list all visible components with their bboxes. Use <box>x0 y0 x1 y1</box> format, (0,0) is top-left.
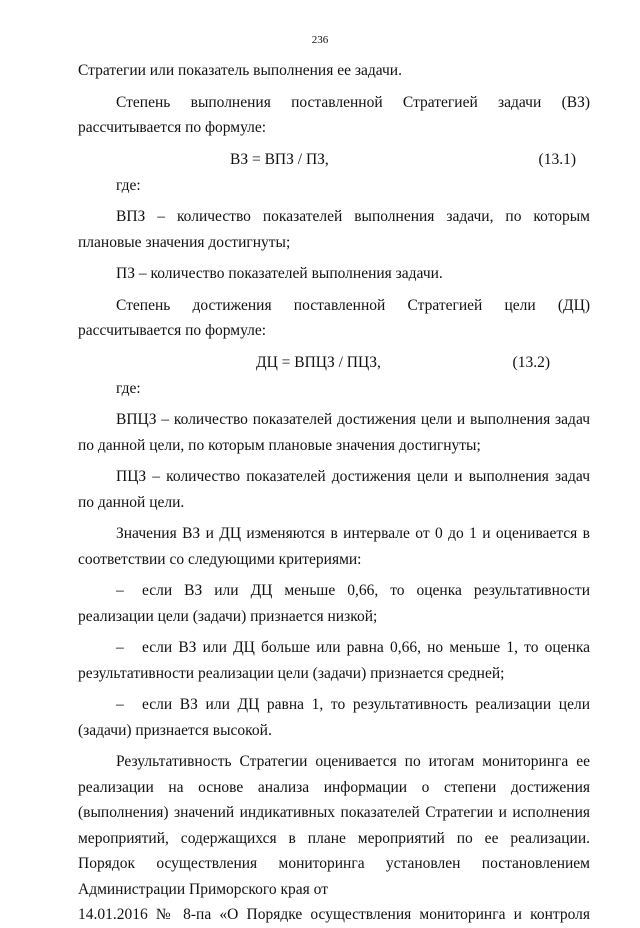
list-dash: – <box>116 639 124 656</box>
definition-vpz: ВПЗ – количество показателей выполнения задачи, по которым плановые значения достигнуты; <box>78 208 590 251</box>
paragraph-vz-intro: Степень выполнения поставленной Стратегией задачи (ВЗ) рассчитывается по формуле: <box>78 93 590 136</box>
formula-13-1 <box>78 147 590 173</box>
list-item-text: если ВЗ или ДЦ меньше 0,66, то оценка результативности реализации цели (задачи) признается низкой; <box>78 582 590 625</box>
paragraph-continuation: Стратегии или показатель выполнения ее задачи. <box>78 62 402 79</box>
paragraph-dc-intro: Степень достижения поставленной Стратегией цели (ДЦ) рассчитывается по формуле: <box>78 296 590 339</box>
formula-number: (13.2) <box>512 353 550 371</box>
formula-expression: ВЗ = ВПЗ / ПЗ, <box>230 150 329 168</box>
page-number: 236 <box>311 34 329 46</box>
list-item <box>78 692 590 743</box>
definition-pcz: ПЦЗ – количество показателей достижения цели и выполнения задач по данной цели. <box>78 468 590 511</box>
definition-pz: ПЗ – количество показателей выполнения задачи. <box>116 265 443 282</box>
paragraph-monitoring-last-line: 14.01.2016 № 8-па «О Порядке осуществления мониторинга и контроля <box>78 906 590 923</box>
list-item-text: если ВЗ или ДЦ равна 1, то результативность реализации цели (задачи) признается высокой. <box>78 696 590 739</box>
list-item <box>78 578 590 629</box>
where-label: где: <box>116 379 141 397</box>
paragraph-criteria-intro: Значения ВЗ и ДЦ изменяются в интервале от 0 до 1 и оценивается в соответствии со следующими критериями: <box>78 525 590 568</box>
list-dash: – <box>116 696 124 713</box>
formula-expression: ДЦ = ВПЦЗ / ПЦЗ, <box>256 353 381 371</box>
formula-number: (13.1) <box>538 150 576 168</box>
formula-13-2 <box>78 350 590 376</box>
definition-vpcz: ВПЦЗ – количество показателей достижения цели и выполнения задач по данной цели, по которым плановые значения достигнуты; <box>78 411 590 454</box>
paragraph-monitoring: Результативность Стратегии оценивается по итогам мониторинга ее реализации на основе анализа информации о степени достижения (выполнения) значений индикативных показателей Стратегии и исполнения мероприятий, содержащихся в плане мероприятий по ее реализации. Порядок осуществления мониторинга установлен постановлением Администрации Приморского края от <box>78 753 590 898</box>
list-dash: – <box>116 582 124 599</box>
list-item-text: если ВЗ или ДЦ больше или равна 0,66, но меньше 1, то оценка результативности реализации цели (задачи) признается средней; <box>78 639 590 682</box>
list-item <box>78 635 590 686</box>
document-body <box>78 58 590 928</box>
where-label: где: <box>116 176 141 194</box>
